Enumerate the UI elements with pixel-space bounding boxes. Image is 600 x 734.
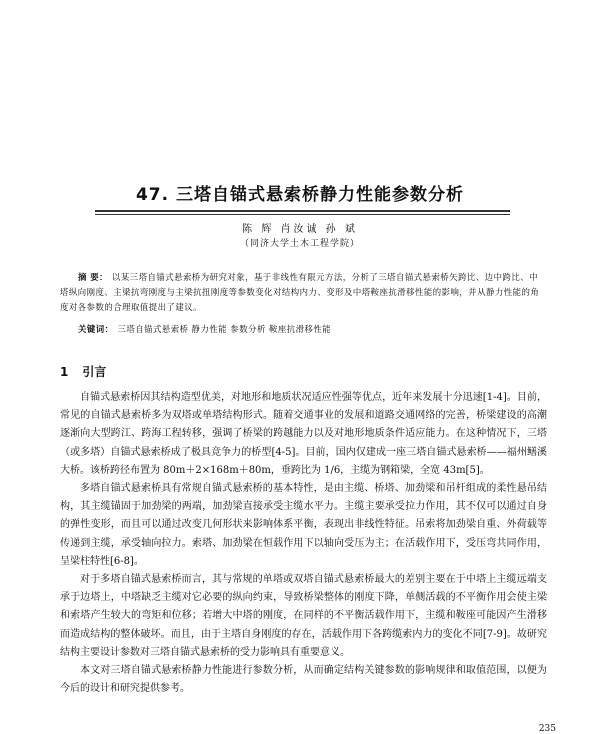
abstract-text: 以某三塔自锚式悬索桥为研究对象，基于非线性有限元方法，分析了三塔自锚式悬索桥矢跨比、边中跨比、中塔纵向刚度、主梁抗弯刚度与主梁抗扭刚度等参数变化对结构内力、变形及中塔鞍座抗滑移性能的影响，并从静力性能的角度对各参数的合理取值提出了建议。 xyxy=(60,272,540,312)
paragraph-1: 自锚式悬索桥因其结构造型优美，对地形和地质状况适应性强等优点，近年来发展十分迅速[1-4]。目前，常见的自锚式悬索桥多为双塔或单塔结构形式。随着交通事业的发展和道路交通网络的完善，桥梁建设的高潮逐渐向大型跨江、跨海工程转移，强调了桥梁的跨越能力以及对地形地质条件适应能力。在这种情况下，三塔（或多塔）自锚式悬索桥成了极具竞争力的桥型[4-5]。目前，国内仅建成一座三塔自锚式悬索桥——福州鳝溪大桥。该桥跨径布置为 80m＋2×168m＋80m，垂跨比为 1/6，主缆为钢箱梁，全宽 43m[5]。 xyxy=(60,392,547,476)
section-number: 1 xyxy=(60,365,69,379)
paragraph-4: 本文对三塔自锚式悬索桥静力性能进行参数分析，从而确定结构关键参数的影响规律和取值范围，以便为今后的设计和研究提供参考。 xyxy=(60,665,547,695)
paragraph-3: 对于多塔自锚式悬索桥而言，其与常规的单塔或双塔自锚式悬索桥最大的差别主要在于中塔上主缆远端支承于边塔上，中塔缺乏主缆对它必要的纵向约束，导致桥梁整体的刚度下降，单侧活载的不平衡作用会使主梁和索塔产生较大的弯矩和位移；若增大中塔的刚度，在同样的不平衡活载作用下，主缆和鞍座可能因产生滑移而造成结构的整体破坏。而且，由于主塔自身刚度的存在，活载作用下各跨缆索内力的变化不同[7-9]。故研究结构主要设计参数对三塔自锚式悬索桥的受力影响具有重要意义。 xyxy=(60,574,547,658)
keywords-text: 三塔自锚式悬索桥 静力性能 参数分析 鞍座抗滑移性能 xyxy=(117,324,332,334)
paper-title: 47. 三塔自锚式悬索桥静力性能参数分析 xyxy=(135,185,465,205)
paragraph-2: 多塔自锚式悬索桥具有常规自锚式悬索桥的基本特性，是由主缆、桥塔、加劲梁和吊杆组成的柔性悬吊结构，其主缆锚固于加劲梁的两端，加劲梁直接承受主缆水平力。主缆主要承受拉力作用，其不仅可以通过自身的弹性变形，而且可以通过改变几何形状来影响体系平衡，表现出非线性特征。吊索将加劲梁自重、外荷载等传递到主缆，承受轴向拉力。索塔、加劲梁在恒载作用下以轴向受压为主；在活载作用下，受压弯共同作用，呈梁柱特性[6-8]。 xyxy=(60,483,547,567)
author-list: 陈 辉 肖汝诚 孙 斌 xyxy=(242,224,358,235)
keywords-label: 关键词： xyxy=(78,324,114,334)
affiliation: （同济大学土木工程学院） xyxy=(239,239,360,249)
section-heading xyxy=(60,363,106,380)
body-text xyxy=(60,389,547,698)
page-number: 235 xyxy=(538,724,556,734)
title-rule-thin xyxy=(95,214,510,215)
abstract xyxy=(60,270,545,315)
keywords xyxy=(78,323,548,335)
abstract-label: 摘 要： xyxy=(78,272,109,282)
title-rule-thick xyxy=(95,210,510,212)
section-title: 引言 xyxy=(82,365,107,379)
